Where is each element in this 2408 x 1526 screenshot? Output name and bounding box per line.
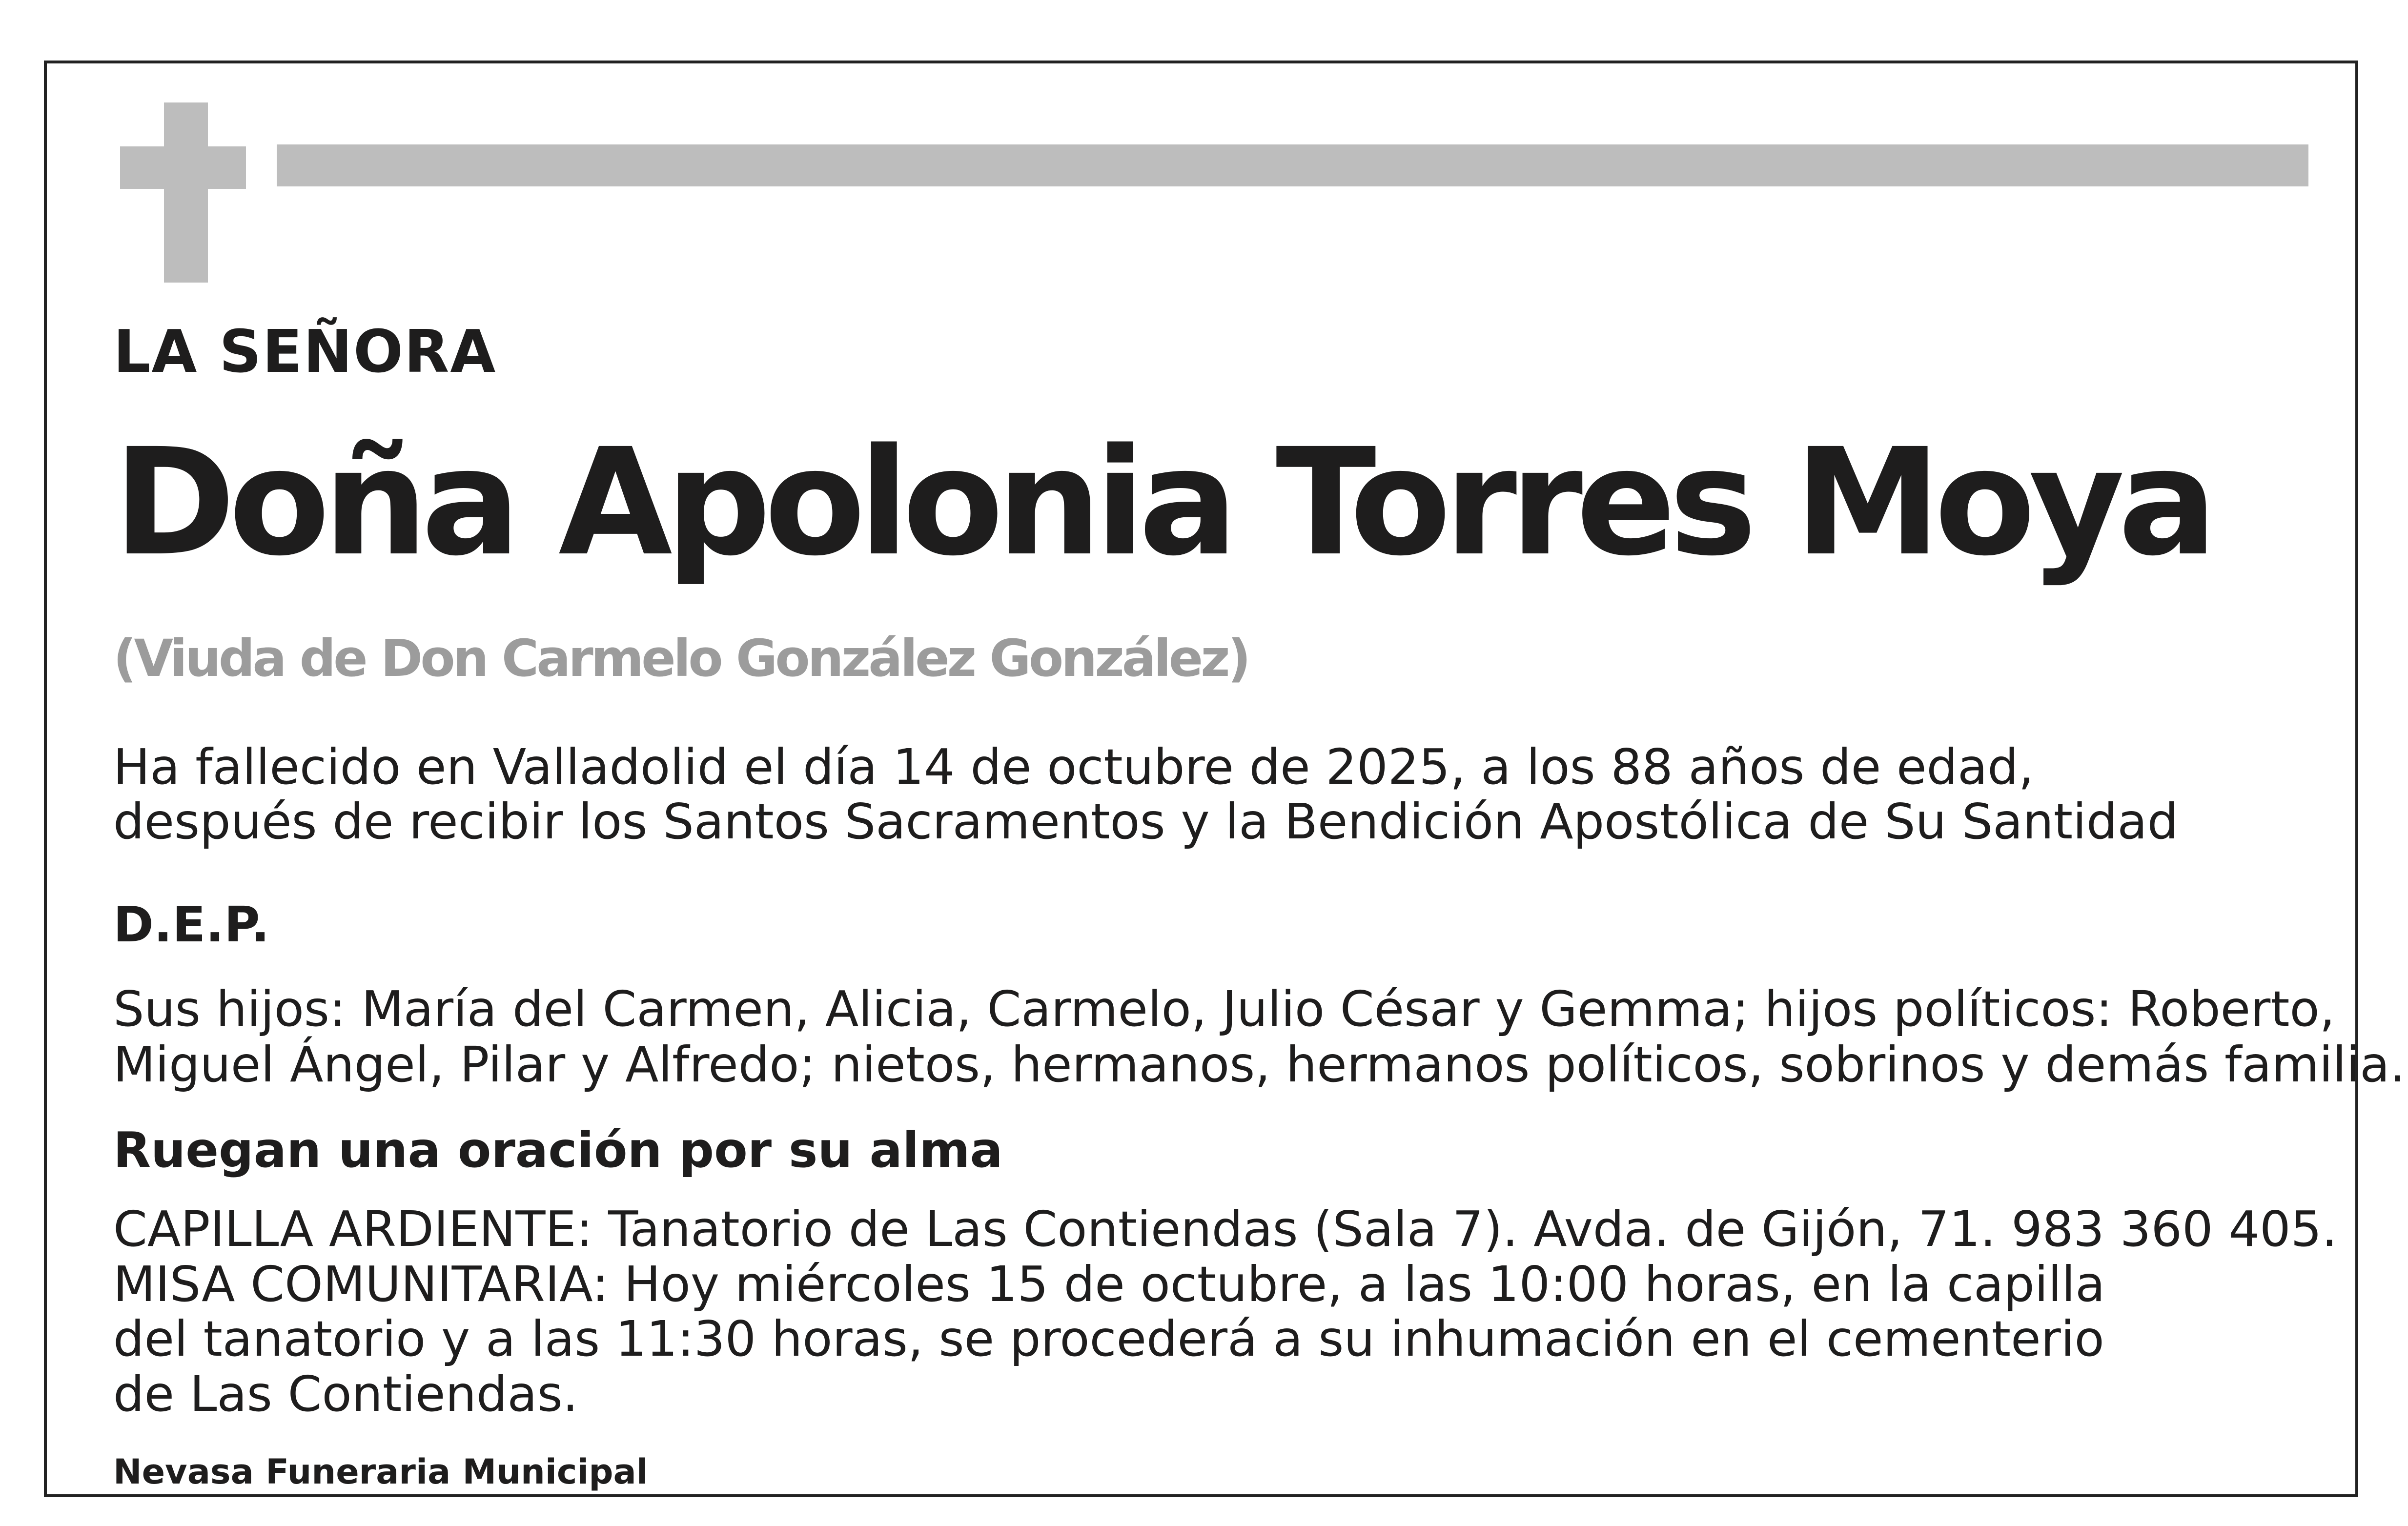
deceased-name: Doña Apolonia Torres Moya xyxy=(113,417,2211,589)
family-line: Sus hijos: María del Carmen, Alicia, Carmelo, Julio César y Gemma; hijos políticos: Roberto, xyxy=(113,980,2335,1038)
death-announcement-line: después de recibir los Santos Sacramentos y la Bendición Apostólica de Su Santidad xyxy=(113,793,2179,850)
cross-horizontal-bar xyxy=(120,146,246,189)
service-info-line: del tanatorio y a las 11:30 horas, se procederá a su inhumación en el cementerio xyxy=(113,1310,2104,1367)
widow-note: (Viuda de Don Carmelo González González) xyxy=(113,629,1249,688)
honorific-label: LA SEÑORA xyxy=(113,318,497,386)
family-line: Miguel Ángel, Pilar y Alfredo; nietos, hermanos, hermanos políticos, sobrinos y demás familia. xyxy=(113,1036,2406,1093)
cross-vertical-bar xyxy=(164,102,208,283)
prayer-request: Ruegan una oración por su alma xyxy=(113,1121,1003,1179)
funeral-home-label: Nevasa Funeraria Municipal xyxy=(113,1452,648,1492)
death-announcement-line: Ha fallecido en Valladolid el día 14 de octubre de 2025, a los 88 años de edad, xyxy=(113,738,2034,795)
header-divider-bar xyxy=(277,144,2308,186)
service-info-line: de Las Contiendas. xyxy=(113,1365,578,1423)
rest-in-peace-label: D.E.P. xyxy=(113,896,270,953)
service-info-line: MISA COMUNITARIA: Hoy miércoles 15 de octubre, a las 10:00 horas, en la capilla xyxy=(113,1256,2105,1313)
service-info-line: CAPILLA ARDIENTE: Tanatorio de Las Contiendas (Sala 7). Avda. de Gijón, 71. 983 360 405. xyxy=(113,1200,2338,1258)
